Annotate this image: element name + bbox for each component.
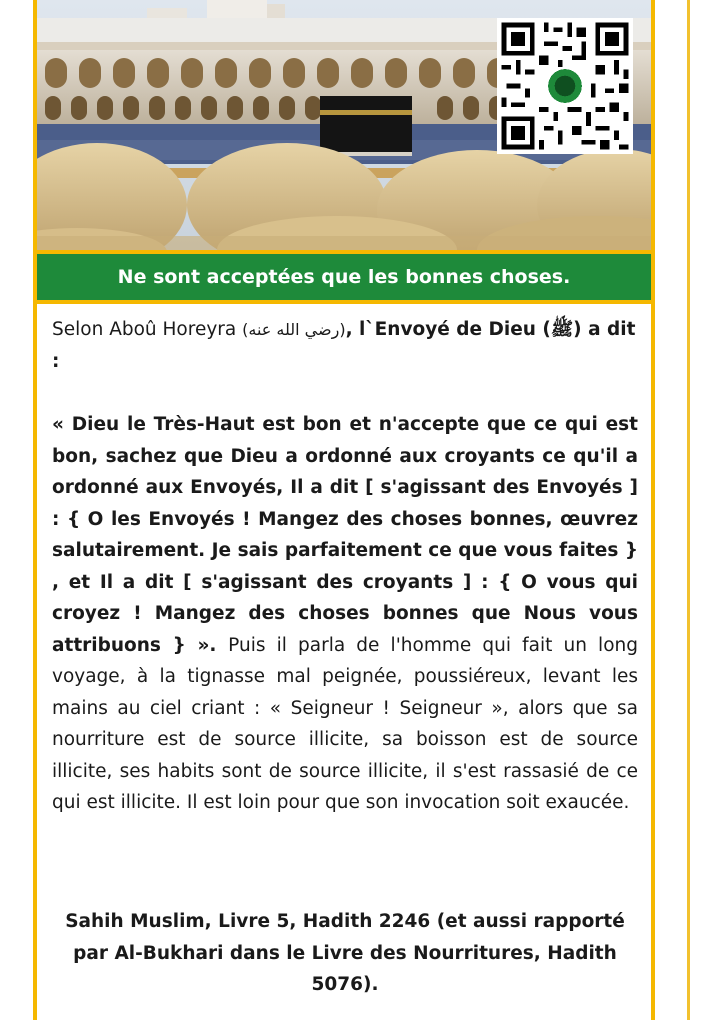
hadith-narration: Puis il parla de l'homme qui fait un long voyage, à la tignasse mal peignée, poussiéreux, levant les mains au ciel criant : « Seigneur ! Seigneur », alors que sa nourriture est de source illicite, sa boisson est de source illicite, ses habits sont de source illicite, il s'est rassasié de ce qui est illicite. Il est loin pour que son invocation soit exaucée. (52, 634, 638, 813)
page-edge-rule (687, 0, 690, 1020)
hadith-body (52, 314, 638, 819)
intro-line (52, 314, 638, 377)
salutation-icon: ﷺ (550, 319, 574, 340)
source-reference: Sahih Muslim, Livre 5, Hadith 2246 (et aussi rapporté par Al-Bukhari dans le Livre des Nourritures, Hadith 5076). (65, 911, 625, 995)
narrator-text: Selon Aboû Horeyra (52, 319, 237, 340)
intro-suffix: ) a dit : (52, 319, 636, 372)
page-title: Ne sont acceptées que les bonnes choses. (117, 266, 571, 288)
hadith-text (52, 409, 638, 819)
arabic-honorific: (رضي الله عنه) (242, 320, 346, 339)
intro-mid: , l`Envoyé de Dieu ( (345, 319, 551, 340)
title-banner (37, 254, 651, 304)
qr-code[interactable] (497, 18, 633, 154)
hadith-quote: « Dieu le Très-Haut est bon et n'accepte que ce qui est bon, sachez que Dieu a ordonné aux croyants ce qu'il a ordonné aux Envoyés, Il a dit [ s'agissant des Envoyés ] : { O les Envoyés ! Mangez des choses bonnes, œuvrez salutairement. Je sais parfaitement ce que vous faites } , et Il a dit [ s'agissant des croyants ] : { O vous qui croyez ! Mangez des choses bonnes que Nous vous attribuons } ». (52, 414, 638, 656)
